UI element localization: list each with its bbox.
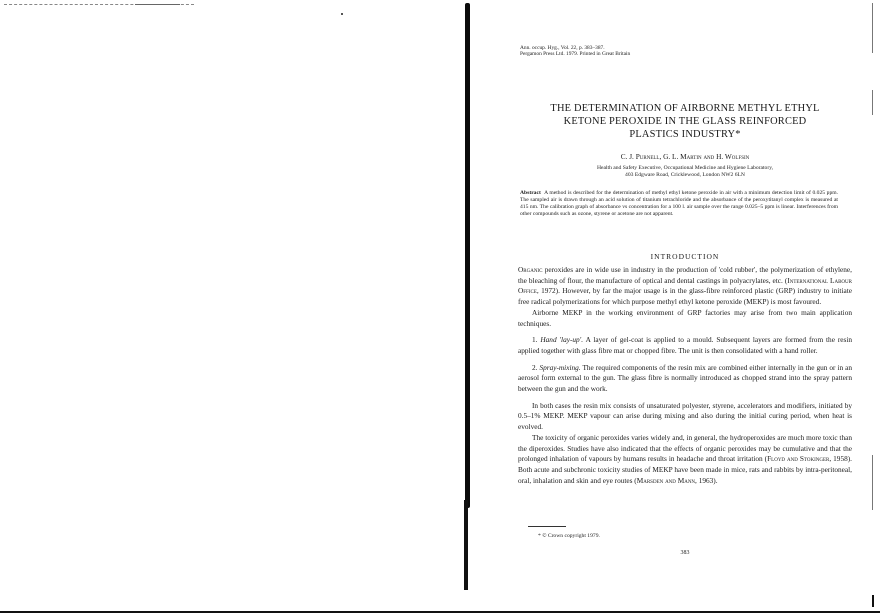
citation: Marsden and Mann	[636, 475, 696, 485]
authors: C. J. Purnell, G. L. Martin and H. Wolfsin	[620, 152, 750, 161]
scan-artifact-top-line	[135, 4, 180, 6]
book-gutter-shadow	[465, 3, 470, 508]
affiliation	[520, 165, 850, 179]
page-edge-mark	[872, 595, 874, 607]
paragraph-3: 1. Hand 'lay-up'. A layer of gel-coat is applied to a mould. Subsequent layers are formed from the resin applied together with glass fibre mat or chopped fibre. The unit is then consolidated with a hand roller.	[518, 335, 853, 355]
paragraph-4: 2. Spray-mixing. The required components of the resin mix are combined either internally in the gun or in an aerosol form external to the gun. The glass fibre is normally introduced as chopped strand into the spray pattern between the gun and the work.	[518, 362, 852, 394]
journal-citation: Ann. occup. Hyg., Vol. 22, p. 383–387.	[520, 45, 605, 51]
abstract-text: A method is described for the determination of methyl ethyl ketone peroxide in air with a minimum detection limit of 0.025 ppm. The sampled air is drawn through an acid solution of titanium tetrachloride and the absorbance of the peroxytitanyl complex is measured at 415 nm. The calibration graph of absorbance vs concentration for a 100 l. air sample over the range 0.025–5 ppm is linear. Interferences from other compounds such as ozone, styrene or acetone are not apparent.	[520, 190, 838, 218]
paragraph-5: In both cases the resin mix consists of unsaturated polyester, styrene, accelerators and modifiers, initiated by 0.5–1% MEKP. MEKP vapour can arise during mixing and also during the initial curing period, when heat is evolved.	[518, 400, 852, 432]
abstract-label: Abstract	[520, 190, 541, 196]
affiliation-line-2: 403 Edgware Road, Cricklewood, London NW2 6LN	[625, 172, 745, 178]
page-edge-mark	[872, 3, 873, 53]
citation: International Labour Office	[518, 275, 852, 296]
book-gutter-shadow-lower	[464, 500, 468, 590]
page-edge-mark	[872, 90, 873, 115]
scan-bottom-edge	[0, 611, 880, 613]
journal-header	[520, 45, 630, 57]
paragraph-6: The toxicity of organic peroxides varies widely and, in general, the hydroperoxides are much more toxic than the diperoxides. Studies have also indicated that the effects of organic peroxides may be cumulative and that the prolonged inhalation of vapours by humans results in headache and throat irritation (Floyd and Stokinger, 1958). Both acute and subchronic toxicity studies of MEKP have been made in mice, rats and rabbits by intra-peritoneal, oral, inhalation and skin and eye routes (Marsden and Mann, 1963).	[518, 432, 853, 485]
abstract	[520, 190, 838, 218]
page-edge-mark	[872, 455, 873, 510]
title-line-1: THE DETERMINATION OF AIRBORNE METHYL ETHYL	[550, 103, 820, 114]
section-heading: INTRODUCTION	[650, 252, 720, 261]
title-line-3: PLASTICS INDUSTRY*	[629, 128, 741, 140]
publisher-line: Pergamon Press Ltd. 1979. Printed in Great Britain	[520, 51, 631, 58]
footnote: * © Crown copyright 1979.	[538, 533, 600, 539]
page-number: 383	[680, 550, 690, 556]
paragraph-1: Organic peroxides are in wide use in industry in the production of 'cold rubber', the polymerization of ethylene, the bleaching of flour, the manufacture of optical and dental castings in polyacrylates, etc. (International Labour Office, 1972). However, by far the major usage is in the glass-fibre reinforced plastic (GRP) industry to initiate free radical polymerizations for which purpose methyl ethyl ketone peroxide (MEKP) is most favoured.	[518, 265, 852, 307]
affiliation-line-1: Health and Safety Executive, Occupational Medicine and Hygiene Laboratory,	[596, 165, 774, 171]
paper-title	[520, 103, 850, 141]
body-text	[518, 265, 852, 486]
title-line-2: KETONE PEROXIDE IN THE GLASS REINFORCED	[563, 115, 807, 127]
scan-artifact-dot	[341, 13, 343, 15]
citation: Floyd and Stokinger	[767, 454, 830, 464]
paragraph-2: Airborne MEKP in the working environment of GRP factories may arise from two main application techniques.	[518, 307, 852, 328]
footnote-rule	[528, 526, 566, 527]
